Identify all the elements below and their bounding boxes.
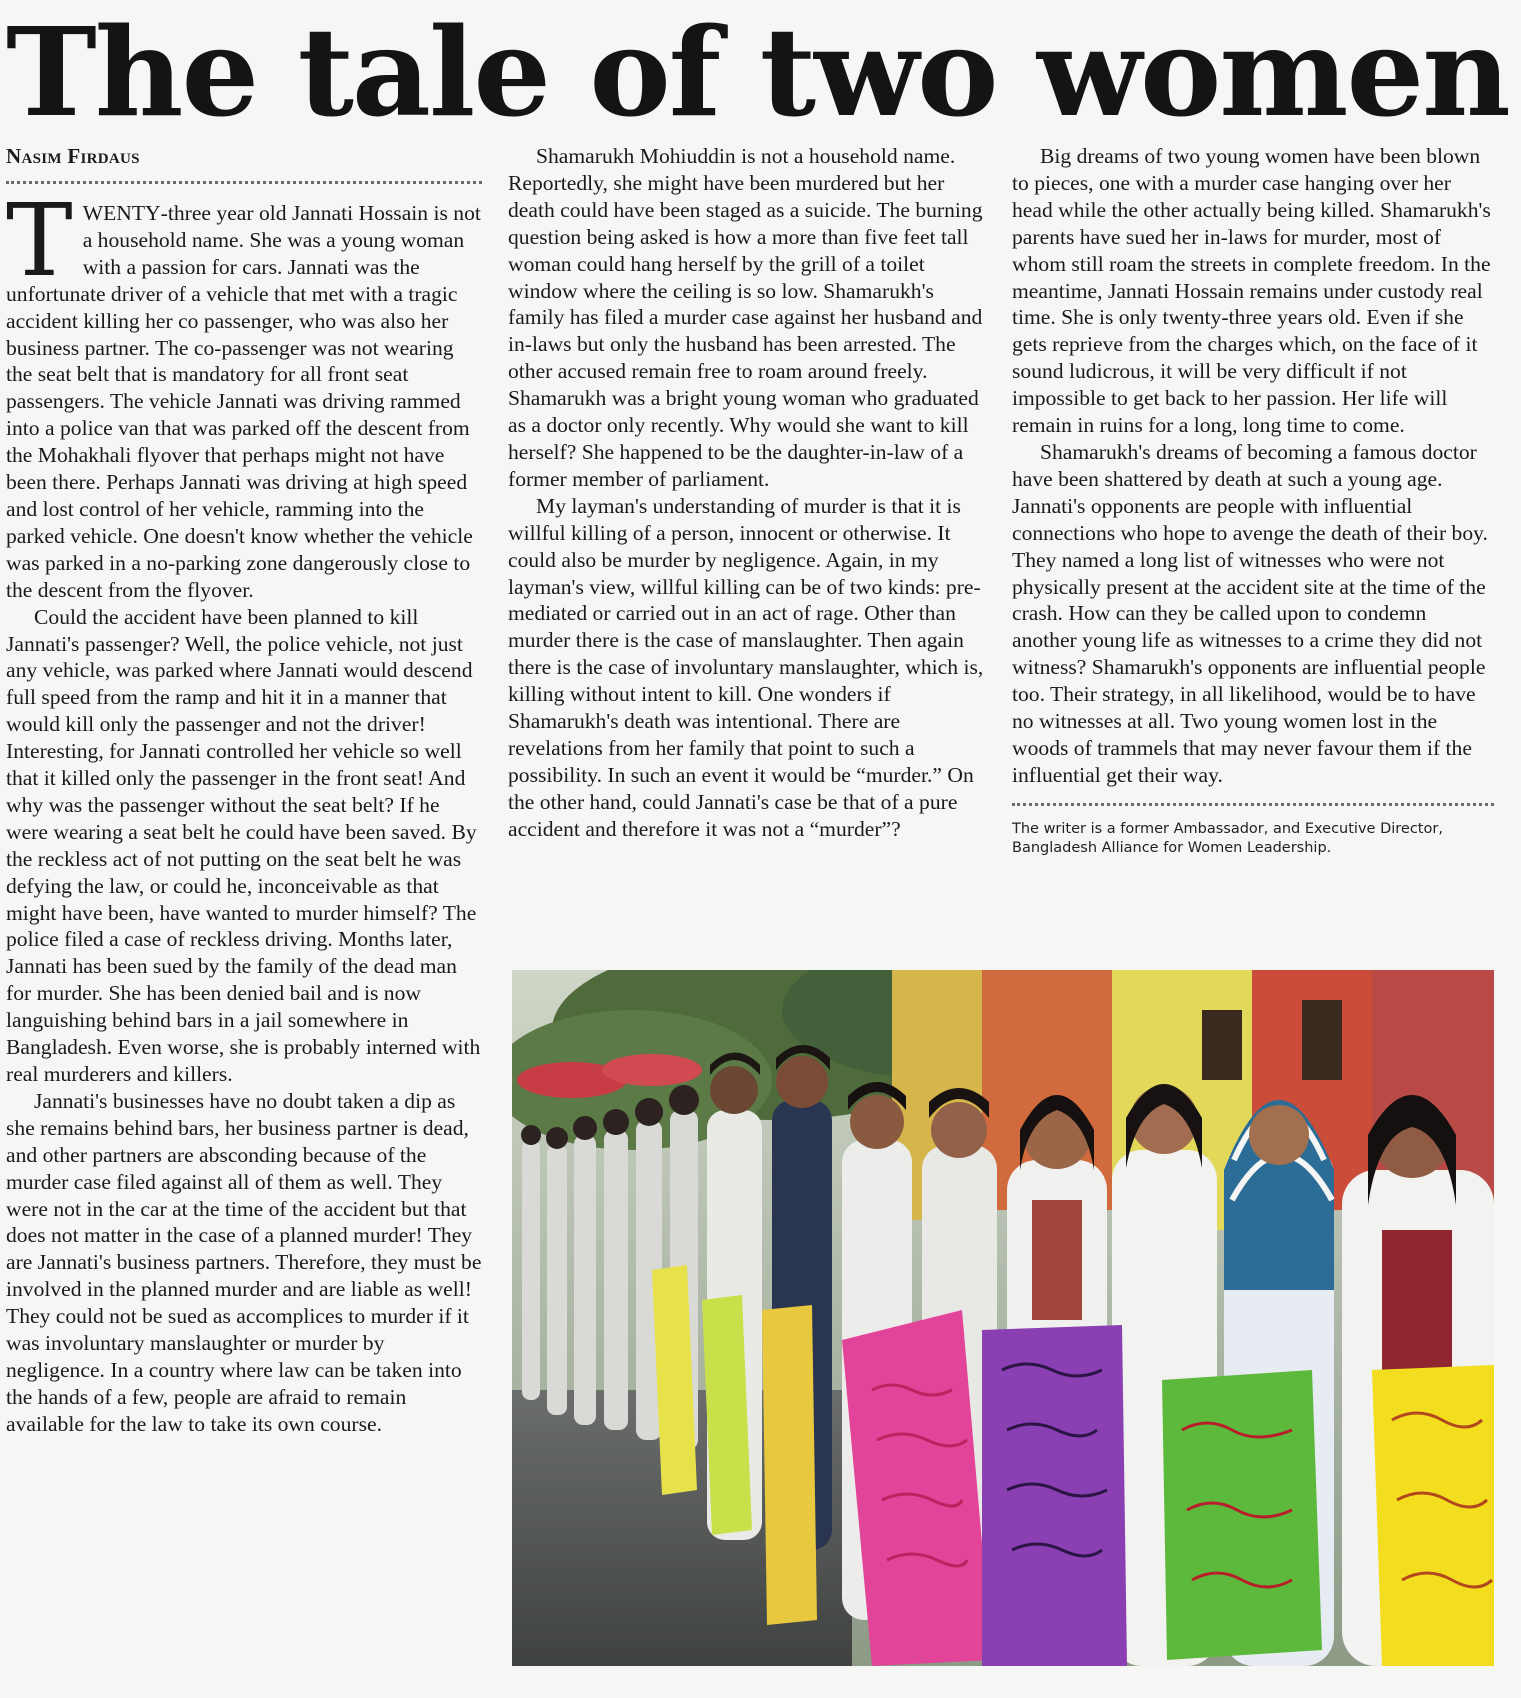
byline: Nasim Firdaus: [6, 144, 140, 168]
article-column-1: [6, 143, 482, 1438]
drop-cap: T: [6, 182, 73, 299]
protest-photo: [512, 970, 1494, 1666]
author-credit: The writer is a former Ambassador, and Executive Director, Bangladesh Alliance for Women Leadership.: [1012, 820, 1443, 856]
lead-text: -three year old Jannati Hossain is not a household name. She was a young woman with a passion for cars. Jannati was the unfortunate driver of a vehicle that met with a tragic accident killing her co passenger, who was also her business partner. The co-passenger was not wearing the seat belt that is mandatory for all front seat passengers. The vehicle Jannati was driving rammed into a police van that was parked off the descent from the Mohakhali flyover that perhaps might not have been there. Perhaps Jannati was driving at high speed and lost control of her vehicle, ramming into the parked vehicle. One doesn't know whether the vehicle was parked in a no-parking zone dangerously close to the descent from the flyover.: [6, 201, 481, 602]
headline: The tale of two women: [6, 0, 1509, 144]
article-column-2: [508, 143, 986, 843]
byline-divider: [6, 181, 482, 184]
paragraph: Could the accident have been planned to kill Jannati's passenger? Well, the police vehicle, not just any vehicle, was parked where Jannati would descend full speed from the ramp and hit it in a manner that would kill only the passenger and not the driver! Interesting, for Jannati controlled her vehicle so well that it killed only the passenger in the front seat! And why was the passenger without the seat belt? If he were wearing a seat belt he could have been saved. By the reckless act of not putting on the seat belt he was defying the law, or could he, inconceivable as that might have been, have wanted to murder himself? The police filed a case of reckless driving. Months later, Jannati has been sued by the family of the dead man for murder. She has been denied bail and is now languishing behind bars in a jail somewhere in Bangladesh. Even worse, she is probably interned with real murderers and killers.: [6, 604, 481, 1086]
paragraph: My layman's understanding of murder is that it is willful killing of a person, innocent or otherwise. It could also be murder by negligence. Again, in my layman's view, willful killing can be of two kinds: pre-mediated or carried out in an act of rage. Other than murder there is the case of manslaughter. Then again there is the case of involuntary manslaughter, which is, killing without intent to kill. One wonders if Shamarukh's death was intentional. There are revelations from her family that point to such a possibility. In such an event it would be “murder.” On the other hand, could Jannati's case be that of a pure accident and therefore it was not a “murder”?: [508, 493, 984, 841]
end-divider: [1012, 803, 1494, 806]
paragraph: Shamarukh Mohiuddin is not a household name. Reportedly, she might have been murdered but her death could have been staged as a suicide. The burning question being asked is how a more than five feet tall woman could hang herself by the grill of a toilet window where the ceiling is so low. Shamarukh's family has filed a murder case against her husband and in-laws but only the husband has been arrested. The other accused remain free to roam around freely. Shamarukh was a bright young woman who graduated as a doctor only recently. Why would she want to kill herself? She happened to be the daughter-in-law of a former member of parliament.: [508, 144, 983, 491]
paragraph: Big dreams of two young women have been blown to pieces, one with a murder case hanging over her head while the other actually being killed. Shamarukh's parents have sued her in-laws for murder, most of whom still roam the streets in complete freedom. In the meantime, Jannati Hossain remains under custody real time. She is only twenty-three years old. Even if she gets reprieve from the charges which, on the face of it sound ludicrous, it will be very difficult if not impossible to get back to her passion. Her life will remain in ruins for a long, long time to come.: [1012, 144, 1491, 438]
lead-small-caps: WENTY: [82, 201, 161, 225]
lead-paragraph: [6, 182, 482, 604]
article-column-3: [1012, 143, 1494, 858]
paragraph: Shamarukh's dreams of becoming a famous doctor have been shattered by death at such a young age. Jannati's opponents are people with influential connections who hope to avenge the death of their boy. They named a long list of witnesses who were not physically present at the accident site at the time of the crash. How can they be called upon to condemn another young life as witnesses to a crime they did not witness? Shamarukh's opponents are influential people too. Their strategy, in all likelihood, would be to have no witnesses at all. Two young women lost in the woods of trammels that may never favour them if the influential get their way.: [1012, 439, 1488, 787]
paragraph: Jannati's businesses have no doubt taken a dip as she remains behind bars, her business partner is dead, and other partners are absconding because of the murder case filed against all of them as well. They were not in the car at the time of the accident but that does not matter in the case of a planned murder! They are Jannati's business partners. Therefore, they must be involved in the planned murder and are liable as well! They could not be sued as accomplices to murder if it was involuntary manslaughter or murder by negligence. In a country where law can be taken into the hands of a few, people are afraid to remain available for the law to take its own course.: [6, 1088, 482, 1436]
protest-photo-illustration: [512, 970, 1494, 1666]
